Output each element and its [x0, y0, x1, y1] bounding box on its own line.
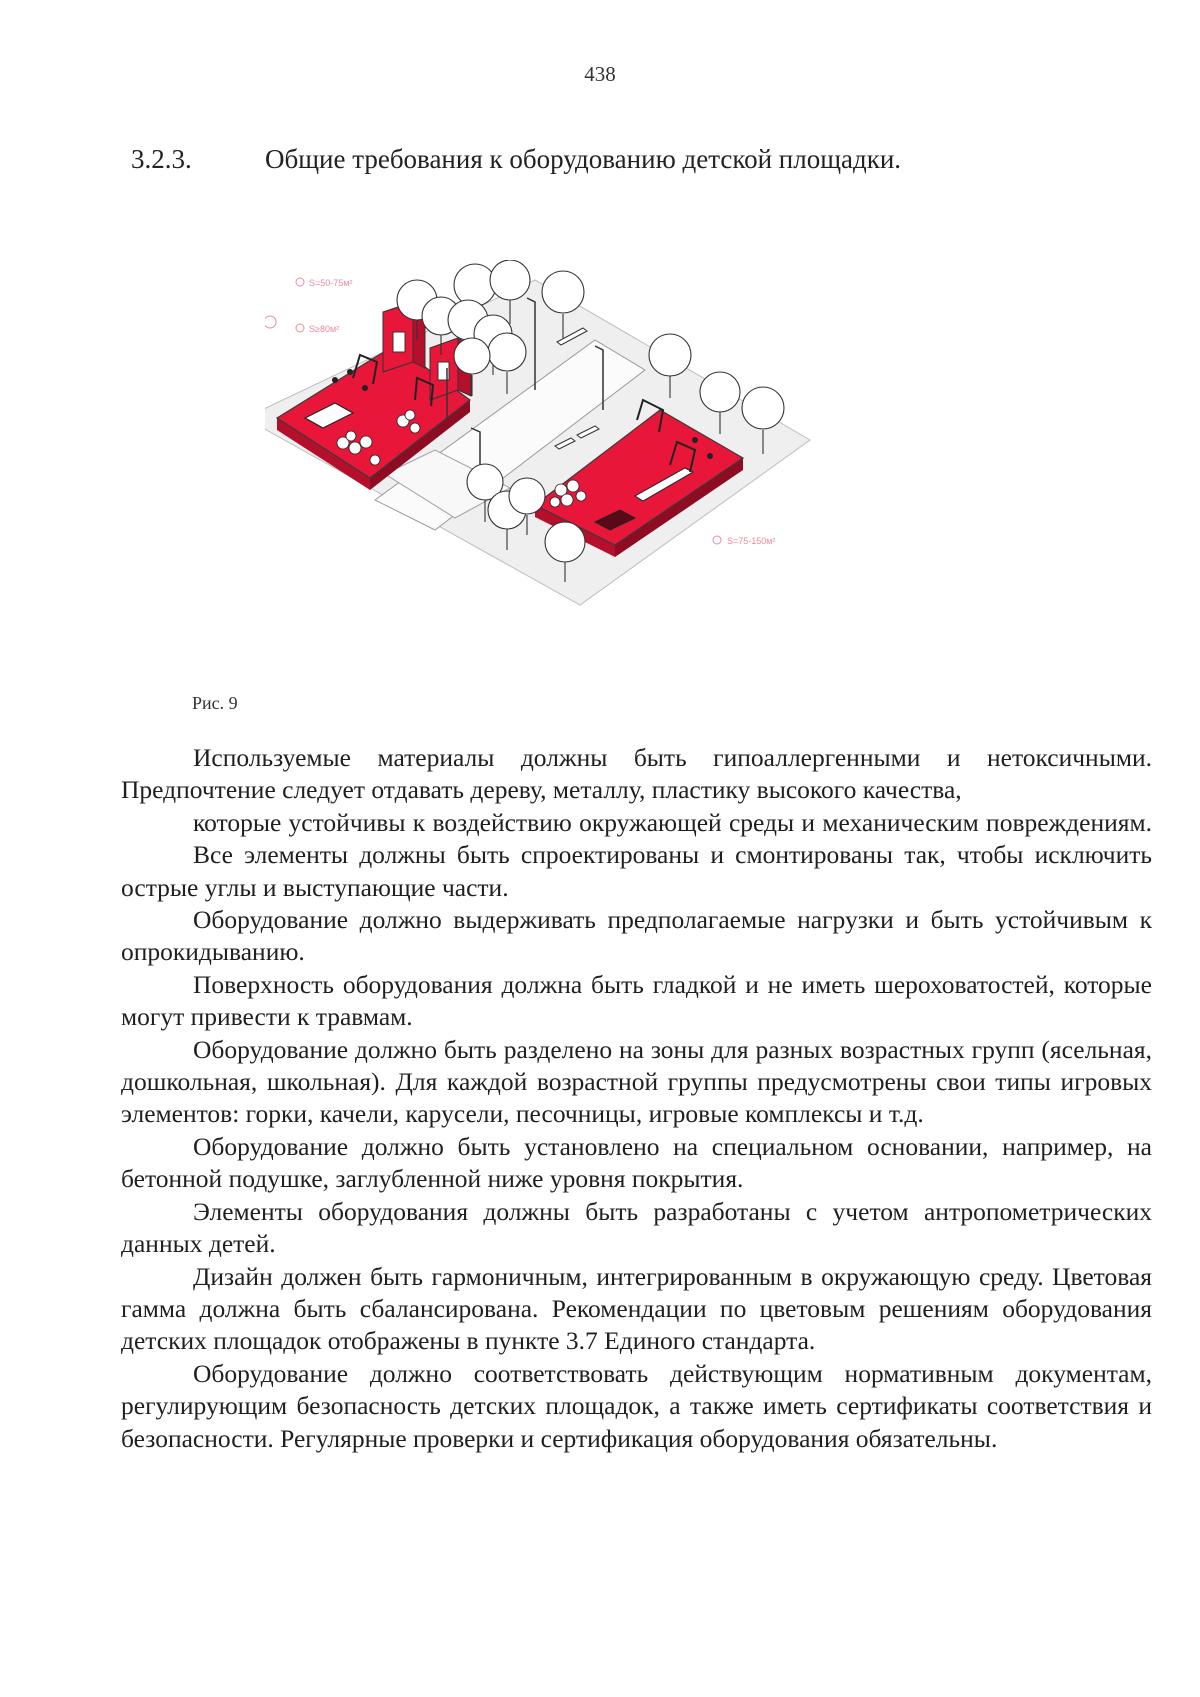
paragraph: Оборудование должно быть разделено на зоны для разных возрастных групп (ясельная, дошкольная, школьная). Для каждой возрастной группы предусмотрены свои типы игровых элементов: горки, качели, карусели, песочницы, игровые комплексы и т.д.	[121, 1034, 1152, 1129]
zone-label-large: S=75-150м²	[727, 536, 776, 546]
playground-illustration	[265, 260, 885, 665]
paragraph: Дизайн должен быть гармоничным, интегрированным в окружающую среду. Цветовая гамма должна быть сбалансирована. Рекомендации по цветовым решениям оборудования детских площадок отображены в пункте 3.7 Единого стандарта.	[121, 1261, 1152, 1356]
paragraph: которые устойчивы к воздействию окружающей среды и механическим повреждениям.	[193, 807, 1152, 837]
body-text	[121, 742, 1152, 1455]
paragraph: Все элементы должны быть спроектированы и смонтированы так, чтобы исключить острые углы и выступающие части.	[121, 840, 1152, 902]
figure-caption: Рис. 9	[192, 693, 238, 713]
page-number: 438	[584, 62, 616, 86]
section-heading	[131, 142, 901, 176]
paragraph: Элементы оборудования должны быть разработаны с учетом антропометрических данных детей.	[121, 1196, 1152, 1259]
zone-label-medium: S≥80м²	[309, 324, 340, 334]
section-title: Общие требования к оборудованию детской площадки.	[265, 144, 902, 174]
isometric-playground-drawing	[265, 260, 885, 665]
paragraph: Оборудование должно соответствовать действующим нормативным документам, регулирующим безопасность детских площадок, а также иметь сертификаты соответствия и безопасности. Регулярные проверки и сертификация оборудования обязательны.	[121, 1358, 1152, 1453]
paragraph: Используемые материалы должны быть гипоаллергенными и нетоксичными. Предпочтение следует отдавать дереву, металлу, пластику высокого качества,	[121, 743, 1152, 805]
paragraph: Оборудование должно выдерживать предполагаемые нагрузки и быть устойчивым к опрокидыванию.	[121, 905, 1152, 967]
section-number: 3.2.3.	[131, 144, 192, 174]
paragraph: Поверхность оборудования должна быть гладкой и не иметь шероховатостей, которые могут привести к травмам.	[121, 969, 1152, 1032]
paragraph: Оборудование должно быть установлено на специальном основании, например, на бетонной подушке, заглубленной ниже уровня покрытия.	[121, 1131, 1152, 1194]
zone-label-small: S=50-75м²	[309, 278, 353, 288]
